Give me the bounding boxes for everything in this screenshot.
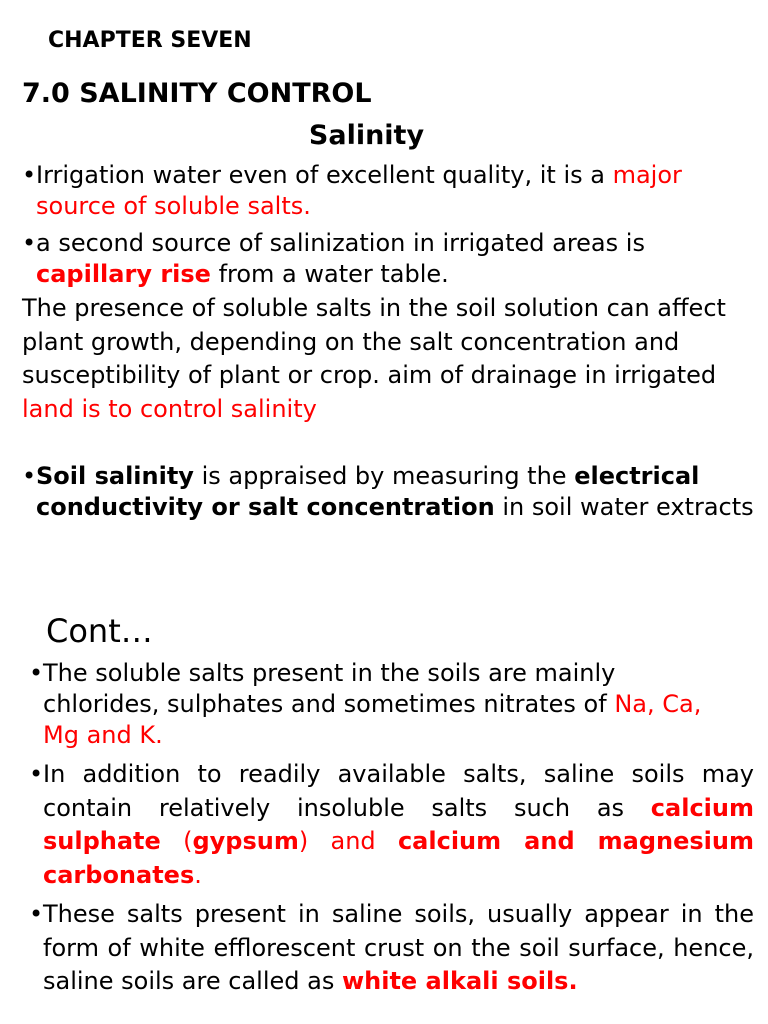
bullet-white-alkali [29,898,754,999]
highlight-text: major source of soluble salts. [36,161,682,220]
bullet-capillary-rise [22,228,736,290]
highlight-text: ) and [298,827,398,855]
slide-title: Cont… [46,612,153,650]
bullet-irrigation-water [22,160,736,222]
bullet-text: a second source of salinization in irrigated areas is [36,229,645,257]
slide-cont [0,580,768,1024]
bullet-soil-salinity [22,461,766,523]
bullet-text: Irrigation water even of excellent quality, it is a [36,161,613,189]
bullet-text: The soluble salts present in the soils are mainly chlorides, sulphates and sometimes nitrates of [43,659,616,718]
bold-text: Soil salinity [36,462,194,490]
bullet-soluble-salts [29,658,733,751]
highlight-text: ( [160,827,193,855]
highlight-text: Na, Ca, Mg and K. [43,690,702,749]
chapter-label: CHAPTER SEVEN [48,28,252,53]
highlight-text: white alkali soils. [341,967,578,995]
highlight-text: . [194,860,202,889]
section-heading: 7.0 SALINITY CONTROL [22,78,372,109]
bullet-text: from a water table. [210,260,449,288]
highlight-text: capillary rise [36,260,211,288]
paragraph-text: The presence of soluble salts in the soil solution can affect plant growth, depending on the salt concentration and susceptibility of plant or crop. aim of drainage in irrigated [22,294,726,389]
bullet-text: In addition to readily available salts, saline soils may contain relatively insoluble salts such as [43,760,754,822]
bold-text: electrical conductivity or salt concentration [36,462,700,521]
slide-title: Salinity [308,120,425,151]
highlight-text: calcium and magnesium carbonates [43,827,754,889]
highlight-text: gypsum [192,827,299,855]
paragraph-soluble-salts [22,292,742,426]
highlight-text: calcium sulphate [43,793,754,855]
highlight-text: land is to control salinity [22,394,317,423]
bullet-text: These salts present in saline soils, usually appear in the form of white efflorescent crust on the soil surface, hence, saline soils are called as [43,900,754,995]
bullet-text: is appraised by measuring the [193,462,575,490]
bullet-insoluble-salts [29,758,754,892]
bullet-text: in soil water extracts [494,493,754,521]
